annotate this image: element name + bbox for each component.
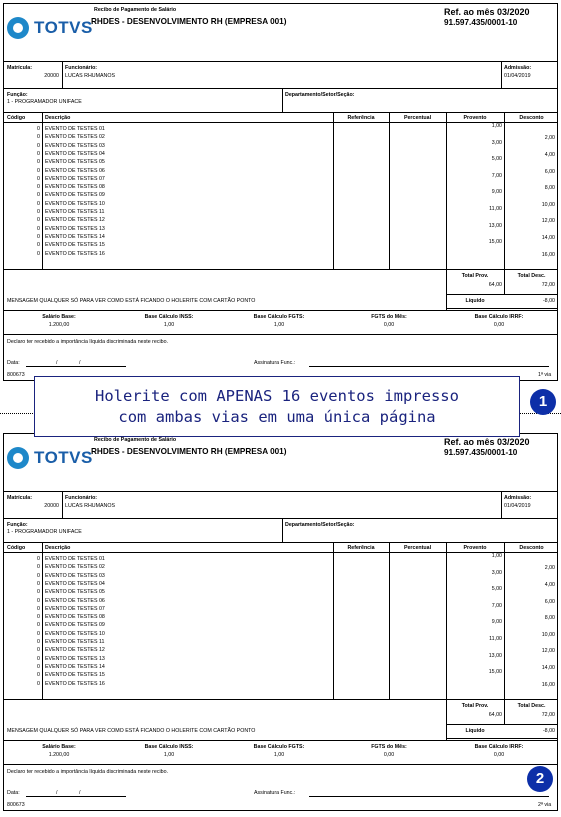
matricula-label: Matrícula:	[7, 495, 33, 501]
departamento-label: Departamento/Setor/Seção:	[285, 92, 355, 98]
liquido-label: Líquido	[465, 728, 485, 734]
event-code: 0	[37, 233, 40, 240]
col-referencia: Referência	[347, 545, 375, 551]
event-code: 0	[37, 622, 40, 629]
total-prov-label: Total Prov.	[461, 273, 489, 279]
receipt-label: Recibo de Pagamento de Salário	[94, 437, 177, 443]
event-desconto: 8,00	[544, 615, 555, 622]
base-irrf-label: Base Cálculo IRRF:	[474, 314, 524, 320]
bases-row	[4, 310, 557, 335]
event-code: 0	[37, 672, 40, 679]
event-code: 0	[37, 564, 40, 571]
funcionario-value: LUCAS RHUMANOS	[65, 73, 116, 79]
cnpj: 91.597.435/0001-10	[444, 18, 518, 27]
col-referencia: Referência	[347, 115, 375, 121]
event-description: EVENTO DE TESTES 01	[45, 126, 105, 132]
reference-month: Ref. ao mês 03/2020	[444, 437, 530, 447]
event-code: 0	[37, 614, 40, 621]
event-description: EVENTO DE TESTES 06	[45, 167, 105, 174]
event-description: EVENTO DE TESTES 15	[45, 242, 105, 249]
event-description: EVENTO DE TESTES 11	[45, 209, 105, 215]
event-code: 0	[37, 663, 40, 670]
base-inss-value: 1,00	[163, 752, 175, 758]
bases-row	[4, 740, 557, 765]
events-table	[4, 542, 557, 700]
event-code: 0	[37, 225, 40, 232]
function-row	[4, 88, 557, 113]
admissao-value: 01/04/2019	[504, 73, 531, 79]
event-description: EVENTO DE TESTES 08	[45, 614, 105, 621]
function-row	[4, 518, 557, 543]
fgts-mes-label: FGTS do Mês:	[371, 314, 407, 320]
event-description: EVENTO DE TESTES 05	[45, 589, 105, 596]
event-description: EVENTO DE TESTES 11	[45, 639, 105, 645]
table-row	[4, 156, 557, 167]
col-codigo: Código	[7, 545, 26, 551]
company-name: RHDES - DESENVOLVIMENTO RH (EMPRESA 001)	[91, 447, 287, 456]
event-provento: 1,00	[491, 123, 502, 129]
event-desconto: 4,00	[544, 581, 555, 588]
event-desconto: 4,00	[544, 151, 555, 158]
event-code: 0	[37, 209, 40, 215]
event-code: 0	[37, 605, 40, 612]
event-desconto: 12,00	[541, 648, 555, 655]
event-code: 0	[37, 242, 40, 249]
event-code: 0	[37, 647, 40, 654]
event-description: EVENTO DE TESTES 15	[45, 672, 105, 679]
totals-section	[4, 699, 557, 741]
table-row	[4, 206, 557, 217]
table-row	[4, 619, 557, 630]
employee-row	[4, 61, 557, 89]
via-label: 2ª via	[538, 802, 552, 808]
base-fgts-value: 1,00	[273, 322, 285, 328]
base-fgts-label: Base Cálculo FGTS:	[253, 314, 305, 320]
event-description: EVENTO DE TESTES 13	[45, 655, 105, 662]
table-row	[4, 553, 557, 564]
event-provento: 7,00	[491, 602, 502, 609]
cnpj: 91.597.435/0001-10	[444, 448, 518, 457]
event-code: 0	[37, 630, 40, 637]
event-code: 0	[37, 159, 40, 166]
event-desconto: 16,00	[541, 681, 555, 688]
table-row	[4, 669, 557, 680]
totvs-logo	[7, 17, 93, 39]
callout-line-2: com ambas vias em uma única página	[118, 407, 436, 426]
receipt-label: Recibo de Pagamento de Salário	[94, 7, 177, 13]
via-label: 1ª via	[538, 372, 552, 378]
table-row	[4, 123, 557, 134]
event-code: 0	[37, 680, 40, 687]
salario-base-value: 1.200,00	[48, 322, 70, 328]
event-provento: 13,00	[488, 222, 502, 229]
event-provento: 5,00	[491, 586, 502, 593]
col-desconto: Desconto	[519, 545, 544, 551]
assinatura-label: Assinatura Func.:	[254, 360, 296, 366]
base-irrf-value: 0,00	[493, 752, 505, 758]
event-description: EVENTO DE TESTES 09	[45, 622, 105, 629]
fgts-mes-label: FGTS do Mês:	[371, 744, 407, 750]
declaration-section	[4, 764, 557, 812]
base-inss-label: Base Cálculo INSS:	[144, 744, 194, 750]
doc-number: 800673	[7, 372, 25, 378]
event-code: 0	[37, 192, 40, 199]
declaracao: Declaro ter recebido a importância líquida discriminada neste recibo.	[7, 339, 169, 345]
signature-line[interactable]	[309, 796, 549, 797]
event-provento: 9,00	[491, 619, 502, 626]
event-code: 0	[37, 655, 40, 662]
event-description: EVENTO DE TESTES 16	[45, 680, 105, 687]
event-code: 0	[37, 134, 40, 141]
event-code: 0	[37, 184, 40, 191]
event-provento: 11,00	[489, 206, 502, 212]
event-description: EVENTO DE TESTES 02	[45, 134, 105, 141]
totvs-logo-icon	[7, 17, 29, 39]
funcao-label: Função:	[7, 92, 28, 98]
table-row	[4, 251, 557, 259]
table-row	[4, 222, 557, 234]
data-label: Data:	[7, 790, 20, 796]
event-provento: 5,00	[491, 156, 502, 163]
annotation-callout	[34, 376, 520, 437]
event-provento: 7,00	[491, 172, 502, 179]
col-codigo: Código	[7, 115, 26, 121]
col-desconto: Desconto	[519, 115, 544, 121]
badge-2-icon: 2	[527, 766, 553, 792]
total-prov-value: 64,00	[488, 282, 502, 288]
event-desconto: 12,00	[541, 218, 555, 225]
event-desconto: 6,00	[544, 598, 555, 605]
event-code: 0	[37, 126, 40, 132]
liquido-value: -8,00	[542, 298, 555, 304]
col-provento: Provento	[463, 545, 487, 551]
matricula-value: 20000	[44, 73, 59, 79]
event-desconto: 10,00	[541, 201, 555, 208]
total-desc-label: Total Desc.	[517, 703, 546, 709]
col-provento: Provento	[463, 115, 487, 121]
event-description: EVENTO DE TESTES 10	[45, 200, 105, 207]
declaracao: Declaro ter recebido a importância líquida discriminada neste recibo.	[7, 769, 169, 775]
salario-base-value: 1.200,00	[48, 752, 70, 758]
fgts-mes-value: 0,00	[383, 322, 395, 328]
data-label: Data:	[7, 360, 20, 366]
event-description: EVENTO DE TESTES 08	[45, 184, 105, 191]
doc-number: 800673	[7, 802, 25, 808]
event-description: EVENTO DE TESTES 03	[45, 142, 105, 149]
admissao-label: Admissão:	[504, 65, 532, 71]
liquido-label: Líquido	[465, 298, 485, 304]
funcao-label: Função:	[7, 522, 28, 528]
table-row	[4, 586, 557, 597]
event-description: EVENTO DE TESTES 10	[45, 630, 105, 637]
departamento-label: Departamento/Setor/Seção:	[285, 522, 355, 528]
col-percentual: Percentual	[403, 545, 432, 551]
event-code: 0	[37, 150, 40, 157]
event-description: EVENTO DE TESTES 07	[45, 175, 105, 182]
event-provento: 3,00	[491, 139, 502, 146]
funcionario-label: Funcionário:	[65, 65, 98, 71]
table-row	[4, 636, 557, 647]
event-code: 0	[37, 556, 40, 562]
event-desconto: 6,00	[544, 168, 555, 175]
event-code: 0	[37, 142, 40, 149]
col-descricao: Descrição	[45, 115, 71, 121]
mensagem: MENSAGEM QUALQUER SÓ PARA VER COMO ESTÁ FICANDO O HOLERITE COM CARTÃO PONTO	[7, 298, 256, 304]
event-provento: 11,00	[489, 636, 502, 642]
reference-month: Ref. ao mês 03/2020	[444, 7, 530, 17]
base-inss-value: 1,00	[163, 322, 175, 328]
event-provento: 15,00	[488, 669, 502, 676]
base-fgts-value: 1,00	[273, 752, 285, 758]
payslip	[3, 3, 558, 381]
event-description: EVENTO DE TESTES 13	[45, 225, 105, 232]
event-description: EVENTO DE TESTES 09	[45, 192, 105, 199]
event-description: EVENTO DE TESTES 01	[45, 556, 105, 562]
event-description: EVENTO DE TESTES 04	[45, 150, 105, 157]
col-percentual: Percentual	[403, 115, 432, 121]
funcao-value: 1 - PROGRAMADOR UNIFACE	[7, 529, 82, 535]
employee-row	[4, 491, 557, 519]
funcionario-label: Funcionário:	[65, 495, 98, 501]
event-desconto: 16,00	[541, 251, 555, 258]
table-row	[4, 681, 557, 689]
event-code: 0	[37, 597, 40, 604]
table-row	[4, 652, 557, 664]
total-desc-value: 72,00	[541, 282, 555, 288]
callout-line-1: Holerite com APENAS 16 eventos impresso	[95, 386, 459, 405]
event-code: 0	[37, 200, 40, 207]
salario-base-label: Salário Base:	[42, 744, 76, 750]
payslip	[3, 433, 558, 811]
total-prov-value: 64,00	[488, 712, 502, 718]
event-description: EVENTO DE TESTES 04	[45, 580, 105, 587]
table-row	[4, 239, 557, 250]
events-table	[4, 112, 557, 270]
event-description: EVENTO DE TESTES 16	[45, 250, 105, 257]
total-desc-label: Total Desc.	[517, 273, 546, 279]
fgts-mes-value: 0,00	[383, 752, 395, 758]
event-code: 0	[37, 217, 40, 224]
totvs-logo-icon	[7, 447, 29, 469]
table-row	[4, 139, 557, 151]
base-inss-label: Base Cálculo INSS:	[144, 314, 194, 320]
totals-section	[4, 269, 557, 311]
event-description: EVENTO DE TESTES 05	[45, 159, 105, 166]
matricula-value: 20000	[44, 503, 59, 509]
date-slashes: / /	[56, 360, 81, 366]
badge-1-icon: 1	[530, 389, 556, 415]
admissao-value: 01/04/2019	[504, 503, 531, 509]
event-description: EVENTO DE TESTES 14	[45, 663, 105, 670]
event-description: EVENTO DE TESTES 12	[45, 647, 105, 654]
admissao-label: Admissão:	[504, 495, 532, 501]
base-fgts-label: Base Cálculo FGTS:	[253, 744, 305, 750]
date-slashes: / /	[56, 790, 81, 796]
event-desconto: 2,00	[544, 135, 555, 142]
event-code: 0	[37, 580, 40, 587]
event-desconto: 2,00	[544, 565, 555, 572]
logo-text: TOTVS	[34, 18, 93, 37]
event-code: 0	[37, 175, 40, 182]
declaration-section	[4, 334, 557, 382]
company-name: RHDES - DESENVOLVIMENTO RH (EMPRESA 001)	[91, 17, 287, 26]
event-provento: 1,00	[491, 553, 502, 559]
table-row	[4, 172, 557, 184]
event-description: EVENTO DE TESTES 12	[45, 217, 105, 224]
event-desconto: 10,00	[541, 631, 555, 638]
event-code: 0	[37, 589, 40, 596]
event-provento: 9,00	[491, 189, 502, 196]
table-row	[4, 189, 557, 200]
event-code: 0	[37, 250, 40, 257]
event-provento: 13,00	[488, 652, 502, 659]
liquido-value: -8,00	[542, 728, 555, 734]
col-descricao: Descrição	[45, 545, 71, 551]
event-desconto: 8,00	[544, 185, 555, 192]
base-irrf-value: 0,00	[493, 322, 505, 328]
table-row	[4, 569, 557, 581]
event-provento: 15,00	[488, 239, 502, 246]
total-desc-value: 72,00	[541, 712, 555, 718]
event-description: EVENTO DE TESTES 14	[45, 233, 105, 240]
table-row	[4, 602, 557, 614]
event-description: EVENTO DE TESTES 06	[45, 597, 105, 604]
event-code: 0	[37, 167, 40, 174]
event-desconto: 14,00	[541, 664, 555, 671]
mensagem: MENSAGEM QUALQUER SÓ PARA VER COMO ESTÁ FICANDO O HOLERITE COM CARTÃO PONTO	[7, 728, 256, 734]
event-code: 0	[37, 639, 40, 645]
total-prov-label: Total Prov.	[461, 703, 489, 709]
event-description: EVENTO DE TESTES 02	[45, 564, 105, 571]
assinatura-label: Assinatura Func.:	[254, 790, 296, 796]
event-desconto: 14,00	[541, 234, 555, 241]
matricula-label: Matrícula:	[7, 65, 33, 71]
event-description: EVENTO DE TESTES 03	[45, 572, 105, 579]
event-code: 0	[37, 572, 40, 579]
salario-base-label: Salário Base:	[42, 314, 76, 320]
event-description: EVENTO DE TESTES 07	[45, 605, 105, 612]
logo-text: TOTVS	[34, 448, 93, 467]
funcao-value: 1 - PROGRAMADOR UNIFACE	[7, 99, 82, 105]
event-provento: 3,00	[491, 569, 502, 576]
totvs-logo	[7, 447, 93, 469]
base-irrf-label: Base Cálculo IRRF:	[474, 744, 524, 750]
signature-line[interactable]	[309, 366, 549, 367]
funcionario-value: LUCAS RHUMANOS	[65, 503, 116, 509]
